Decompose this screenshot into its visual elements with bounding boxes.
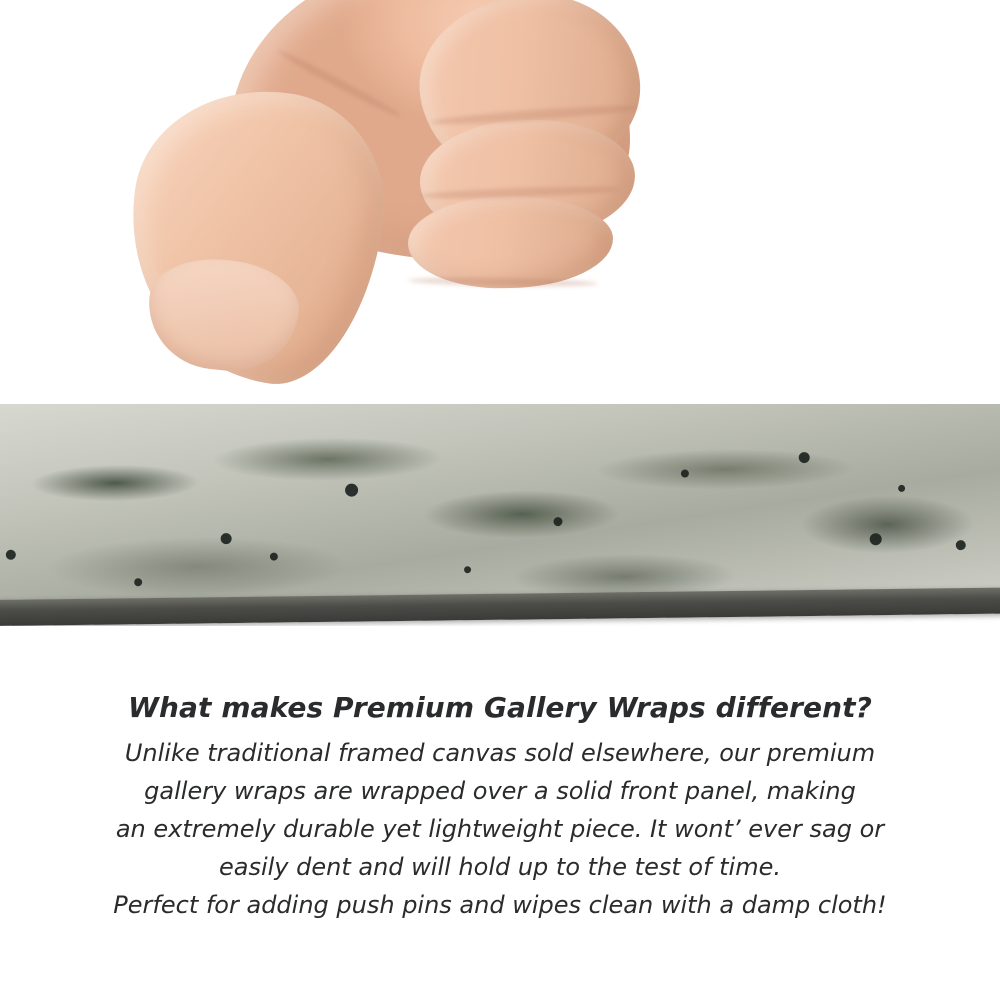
canvas-speck [345,484,358,497]
caption-heading: What makes Premium Gallery Wraps different? [128,691,872,724]
canvas-speck [681,469,689,477]
canvas-speck [898,485,905,492]
canvas-speck [870,533,882,545]
caption-line: an extremely durable yet lightweight piece. It wont’ ever sag or [115,814,885,843]
finger-ring [407,194,614,290]
canvas-speck [6,550,16,560]
caption-body [0,735,1000,925]
canvas-speck [134,578,142,586]
canvas-wrap-edge [0,404,1000,626]
canvas-speck [799,452,810,463]
caption-line: easily dent and will hold up to the test of time. [218,852,781,881]
canvas-speck [221,533,232,544]
caption-line: gallery wraps are wrapped over a solid front panel, making [144,776,856,805]
caption-line: Perfect for adding push pins and wipes clean with a damp cloth! [113,890,887,919]
canvas-speck [956,540,966,550]
canvas-speck [553,517,562,526]
caption-line: Unlike traditional framed canvas sold elsewhere, our premium [124,739,876,767]
hand-illustration [120,0,640,420]
canvas-speck [464,566,471,573]
caption-block [0,690,1000,925]
canvas-speck [270,553,278,561]
canvas-printed-surface [0,404,1000,616]
